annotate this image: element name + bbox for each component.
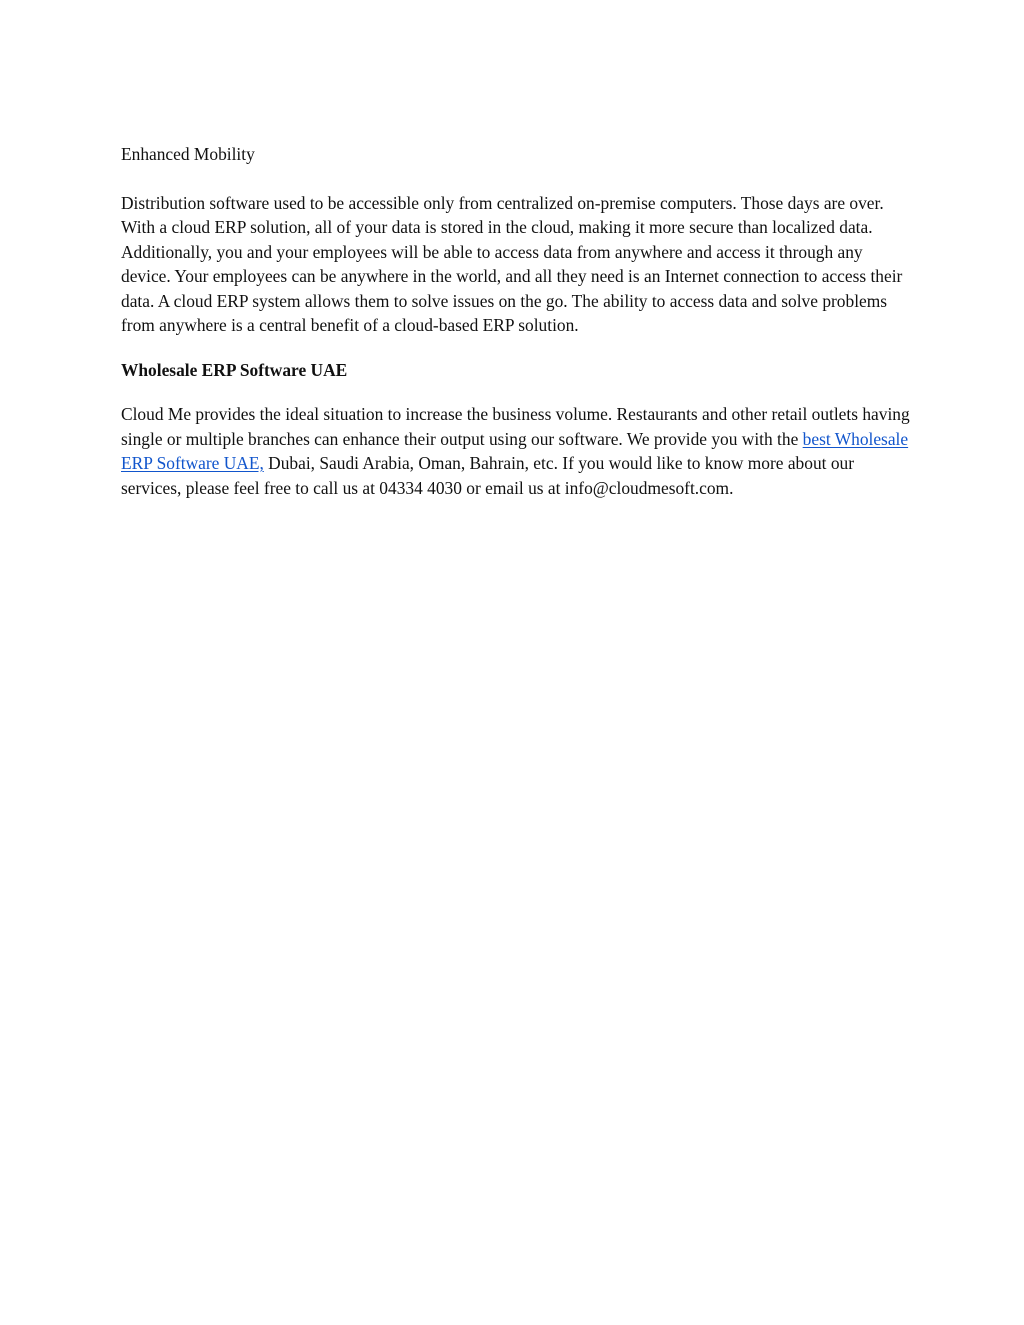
section-label-enhanced-mobility: Enhanced Mobility [121, 144, 255, 164]
wholesale-paragraph-intro: Cloud Me provides the ideal situation to increase the business volume. Restaurants and other retail outlets having single or multiple branches can enhance their output using our software. We provide you with the [121, 404, 910, 449]
mobility-paragraph: Distribution software used to be accessible only from centralized on-premise computers. Those days are over. With a cloud ERP solution, all of your data is stored in the cloud, making it more secure than localized data. Additionally, you and your employees will be able to access data from anywhere and access it through any device. Your employees can be anywhere in the world, and all they need is an Internet connection to access their data. A cloud ERP system allows them to solve issues on the go. The ability to access data and solve problems from anywhere is a central benefit of a cloud-based ERP solution. [121, 192, 903, 335]
wholesale-paragraph-contact: Dubai, Saudi Arabia, Oman, Bahrain, etc. If you would like to know more about our services, please feel free to call us at 04334 4030 or email us at info@cloudmesoft.com. [121, 453, 854, 498]
wholesale-erp-link[interactable]: best Wholesale ERP Software UAE, [121, 428, 909, 473]
wholesale-paragraph [121, 402, 911, 500]
section-heading-wholesale-erp: Wholesale ERP Software UAE [121, 359, 348, 380]
document-page [121, 142, 911, 520]
